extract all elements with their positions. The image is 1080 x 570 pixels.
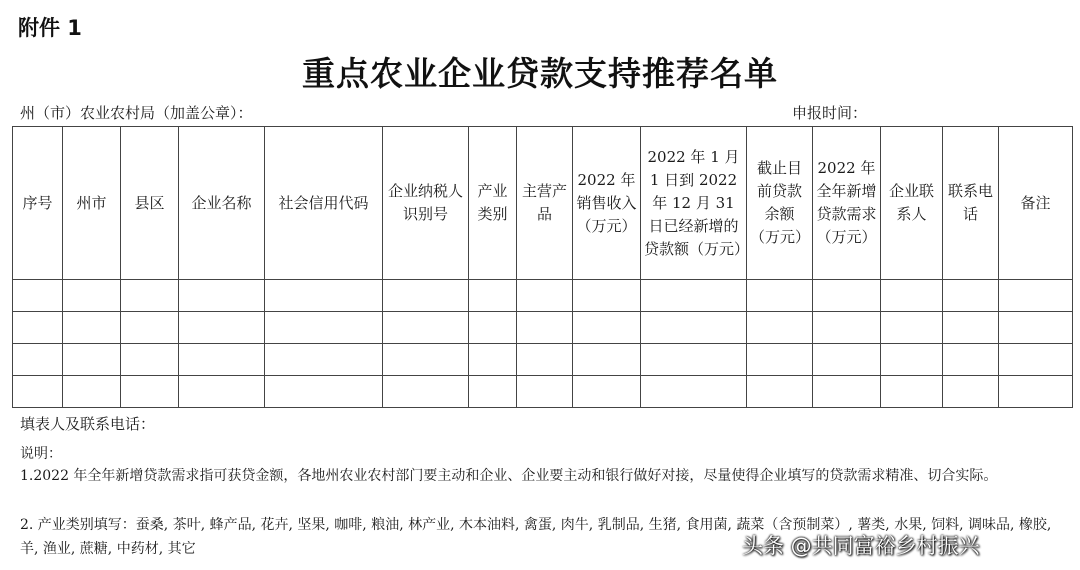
col-header-taxpayer-id: 企业纳税人识别号 (383, 127, 469, 280)
table-cell (747, 344, 813, 376)
table-cell (881, 280, 943, 312)
table-cell (179, 376, 265, 408)
table-cell (383, 376, 469, 408)
table-row (13, 344, 1073, 376)
table-cell (265, 280, 383, 312)
table-row (13, 312, 1073, 344)
table-cell (999, 312, 1073, 344)
recommendation-table (12, 126, 1073, 408)
table-cell (383, 312, 469, 344)
table-cell (63, 280, 121, 312)
table-cell (641, 312, 747, 344)
table-cell (517, 376, 573, 408)
document-title: 重点农业企业贷款支持推荐名单 (302, 54, 778, 93)
table-cell (943, 312, 999, 344)
col-header-company-name: 企业名称 (179, 127, 265, 280)
table-cell (943, 376, 999, 408)
table-cell (747, 280, 813, 312)
table-cell (641, 280, 747, 312)
col-header-new-loans: 2022 年 1 月 1 日到 2022 年 12 月 31 日已经新增的贷款额（万元） (641, 127, 747, 280)
table-row (13, 376, 1073, 408)
table-cell (179, 344, 265, 376)
table-cell (573, 344, 641, 376)
table-cell (265, 344, 383, 376)
table-cell (265, 312, 383, 344)
table-cell (179, 312, 265, 344)
explanation-note-1: 1.2022 年全年新增贷款需求指可获贷金额，各地州农业农村部门要主动和企业、企业要主动和银行做好对接，尽量使得企业填写的贷款需求精准、切合实际。 (20, 468, 998, 484)
table-cell (13, 376, 63, 408)
table-cell (121, 344, 179, 376)
table-cell (179, 280, 265, 312)
table-cell (13, 344, 63, 376)
col-header-loan-balance: 截止目前贷款余额（万元） (747, 127, 813, 280)
table-cell (469, 280, 517, 312)
table-cell (747, 376, 813, 408)
table-cell (881, 344, 943, 376)
col-header-loan-demand: 2022 年全年新增贷款需求（万元） (813, 127, 881, 280)
table-cell (999, 280, 1073, 312)
col-header-credit-code: 社会信用代码 (265, 127, 383, 280)
table-cell (747, 312, 813, 344)
col-header-prefecture: 州市 (63, 127, 121, 280)
table-cell (881, 312, 943, 344)
table-cell (517, 280, 573, 312)
col-header-remarks: 备注 (999, 127, 1073, 280)
table-cell (813, 312, 881, 344)
table-body (13, 280, 1073, 408)
table-cell (469, 312, 517, 344)
table-cell (121, 312, 179, 344)
table-cell (943, 280, 999, 312)
table-cell (63, 376, 121, 408)
table-cell (641, 376, 747, 408)
col-header-sales-revenue: 2022 年销售收入（万元） (573, 127, 641, 280)
attachment-label: 附件 1 (18, 16, 82, 40)
table-cell (13, 312, 63, 344)
table-cell (383, 280, 469, 312)
table-cell (573, 280, 641, 312)
table-cell (265, 376, 383, 408)
col-header-main-product: 主营产品 (517, 127, 573, 280)
table-header-row (13, 127, 1073, 280)
declaration-time-label: 申报时间： (792, 104, 868, 122)
col-header-county: 县区 (121, 127, 179, 280)
table-cell (999, 344, 1073, 376)
col-header-phone: 联系电话 (943, 127, 999, 280)
table-cell (573, 376, 641, 408)
table-cell (13, 280, 63, 312)
table-cell (469, 344, 517, 376)
table-row (13, 280, 1073, 312)
bureau-seal-label: 州（市）农业农村局（加盖公章）： (20, 104, 253, 122)
table-cell (813, 344, 881, 376)
col-header-industry-category: 产业类别 (469, 127, 517, 280)
table-cell (813, 280, 881, 312)
explanation-label: 说明： (20, 446, 62, 462)
table-cell (517, 312, 573, 344)
table-cell (383, 344, 469, 376)
table-cell (517, 344, 573, 376)
table-cell (121, 376, 179, 408)
explanation-note-2: 2. 产业类别填写：蚕桑, 茶叶, 蜂产品, 花卉, 坚果, 咖啡, 粮油, 林产业, 木本油料, 禽蛋, 肉牛, 乳制品, 生猪, 食用菌, 蔬菜（含预制菜）, 薯类, 水果, 饲料, 调味品, 橡胶, 羊, 渔业, 蔗糖, 中药材, 其它 (20, 517, 1052, 557)
table-cell (641, 344, 747, 376)
table-cell (469, 376, 517, 408)
table-cell (63, 312, 121, 344)
table-cell (943, 344, 999, 376)
table-cell (999, 376, 1073, 408)
table-cell (63, 344, 121, 376)
table-cell (121, 280, 179, 312)
watermark: 头条 @共同富裕乡村振兴 (742, 534, 980, 558)
table-cell (881, 376, 943, 408)
form-filler-contact-label: 填表人及联系电话： (20, 415, 156, 433)
table-cell (813, 376, 881, 408)
col-header-serial: 序号 (13, 127, 63, 280)
table-cell (573, 312, 641, 344)
col-header-contact-person: 企业联系人 (881, 127, 943, 280)
